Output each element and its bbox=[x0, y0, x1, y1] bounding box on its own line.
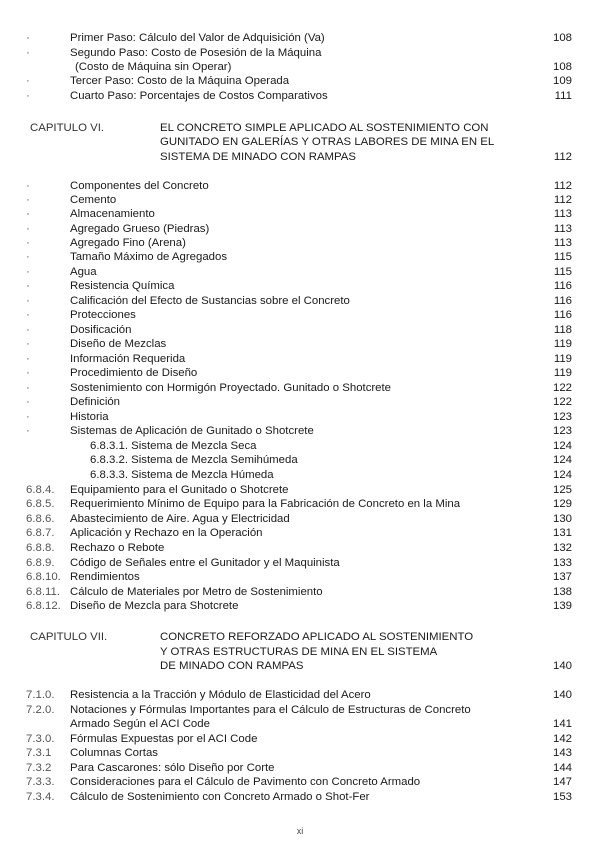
entry-title: Consideraciones para el Cálculo de Pavimento con Concreto Armado bbox=[70, 776, 421, 788]
entry-page: 108 bbox=[552, 32, 572, 44]
entry-title: Historia bbox=[70, 411, 109, 423]
entry-title: Tercer Paso: Costo de la Máquina Operada bbox=[70, 75, 290, 87]
entry-number: 7.3.4. bbox=[26, 791, 55, 803]
toc-entry bbox=[0, 60, 600, 74]
entry-title: Requerimiento Mínimo de Equipo para la Fabricación de Concreto en la Mina bbox=[70, 498, 461, 510]
toc-entry bbox=[0, 703, 600, 717]
entry-title: Agregado Fino (Arena) bbox=[70, 237, 186, 249]
toc-entry bbox=[0, 512, 600, 526]
entry-number: 6.8.9. bbox=[26, 557, 55, 569]
entry-title: Información Requerida bbox=[70, 353, 186, 365]
entry-title: 6.8.3.1. Sistema de Mezcla Seca bbox=[90, 440, 257, 452]
toc-subentry bbox=[0, 453, 600, 467]
chapter-heading bbox=[0, 630, 600, 644]
chapter-label: CAPITULO VI. bbox=[30, 122, 105, 134]
toc-entry bbox=[0, 717, 600, 731]
toc-entry bbox=[0, 688, 600, 702]
toc-entry bbox=[0, 308, 600, 322]
entry-page: 130 bbox=[552, 513, 572, 525]
entry-page: 142 bbox=[552, 733, 572, 745]
entry-number: 6.8.12. bbox=[26, 600, 61, 612]
entry-title: Agua bbox=[70, 266, 97, 278]
entry-number: · bbox=[26, 47, 30, 59]
entry-title: Diseño de Mezclas bbox=[70, 338, 167, 350]
entry-number: 6.8.4. bbox=[26, 484, 55, 496]
entry-number: · bbox=[26, 353, 30, 365]
entry-title: Definición bbox=[70, 396, 121, 408]
toc-entry bbox=[0, 46, 600, 60]
toc-entry bbox=[0, 599, 600, 613]
entry-page: 119 bbox=[553, 367, 572, 379]
entry-title: Diseño de Mezcla para Shotcrete bbox=[70, 600, 239, 612]
entry-title: Fórmulas Expuestas por el ACI Code bbox=[70, 733, 258, 745]
entry-page: 141 bbox=[552, 718, 572, 730]
toc-entry bbox=[0, 207, 600, 221]
toc-entry bbox=[0, 236, 600, 250]
toc-entry bbox=[0, 732, 600, 746]
chapter-title-line: CONCRETO REFORZADO APLICADO AL SOSTENIMIENTO bbox=[160, 631, 474, 643]
entry-title: Aplicación y Rechazo en la Operación bbox=[70, 527, 263, 539]
entry-number: · bbox=[26, 90, 30, 102]
toc-entry bbox=[0, 556, 600, 570]
entry-title: Código de Señales entre el Gunitador y el Maquinista bbox=[70, 557, 340, 569]
toc-entry bbox=[0, 222, 600, 236]
toc-entry bbox=[0, 294, 600, 308]
entry-title: Tamaño Máximo de Agregados bbox=[70, 251, 228, 263]
entry-page: 116 bbox=[553, 280, 572, 292]
chapter-heading bbox=[0, 659, 600, 673]
entry-number: 6.8.8. bbox=[26, 542, 55, 554]
entry-page: 124 bbox=[552, 440, 572, 452]
toc-entry bbox=[0, 761, 600, 775]
entry-number: · bbox=[26, 180, 30, 192]
chapter-title-line: GUNITADO EN GALERÍAS Y OTRAS LABORES DE MINA EN EL bbox=[160, 136, 495, 148]
entry-page: 125 bbox=[552, 484, 572, 496]
entry-number: 7.1.0. bbox=[26, 689, 55, 701]
entry-number: · bbox=[26, 411, 30, 423]
entry-title: 6.8.3.3. Sistema de Mezcla Húmeda bbox=[90, 469, 274, 481]
entry-title: Sostenimiento con Hormigón Proyectado. Gunitado o Shotcrete bbox=[70, 382, 392, 394]
toc-entry bbox=[0, 483, 600, 497]
toc-entry bbox=[0, 526, 600, 540]
toc-entry bbox=[0, 265, 600, 279]
toc-entry bbox=[0, 775, 600, 789]
entry-number: · bbox=[26, 280, 30, 292]
toc-entry bbox=[0, 31, 600, 45]
chapter-title-line: DE MINADO CON RAMPAS bbox=[160, 660, 304, 672]
entry-number: · bbox=[26, 251, 30, 263]
entry-page: 143 bbox=[552, 747, 572, 759]
toc-entry bbox=[0, 381, 600, 395]
toc-entry bbox=[0, 74, 600, 88]
chapter-heading bbox=[0, 135, 600, 149]
entry-page: 138 bbox=[552, 586, 572, 598]
entry-number: · bbox=[26, 208, 30, 220]
entry-title: Para Cascarones: sólo Diseño por Corte bbox=[70, 762, 275, 774]
entry-title: Equipamiento para el Gunitado o Shotcrete bbox=[70, 484, 289, 496]
entry-number: · bbox=[26, 237, 30, 249]
chapter-title-line: Y OTRAS ESTRUCTURAS DE MINA EN EL SISTEMA bbox=[160, 646, 438, 658]
entry-title: Notaciones y Fórmulas Importantes para el Cálculo de Estructuras de Concreto bbox=[70, 704, 471, 716]
entry-page: 108 bbox=[552, 61, 572, 73]
entry-number: 6.8.10. bbox=[26, 571, 61, 583]
toc-entry bbox=[0, 337, 600, 351]
entry-title: Agregado Grueso (Piedras) bbox=[70, 223, 210, 235]
entry-number: 7.3.0. bbox=[26, 733, 55, 745]
entry-number: 7.3.3. bbox=[26, 776, 55, 788]
entry-number: 6.8.11. bbox=[26, 586, 60, 598]
entry-title: Columnas Cortas bbox=[70, 747, 158, 759]
entry-number: · bbox=[26, 382, 30, 394]
entry-title: Dosificación bbox=[70, 324, 132, 336]
entry-page: 132 bbox=[552, 542, 572, 554]
entry-number: · bbox=[26, 396, 30, 408]
entry-title: Cuarto Paso: Porcentajes de Costos Comparativos bbox=[70, 90, 328, 102]
entry-number: 6.8.7. bbox=[26, 527, 55, 539]
entry-title: Procedimiento de Diseño bbox=[70, 367, 198, 379]
entry-title: Protecciones bbox=[70, 309, 136, 321]
entry-page: 115 bbox=[553, 266, 572, 278]
toc-entry bbox=[0, 746, 600, 760]
entry-page: 147 bbox=[552, 776, 572, 788]
entry-page: 116 bbox=[553, 295, 572, 307]
toc-entry bbox=[0, 193, 600, 207]
toc-entry bbox=[0, 424, 600, 438]
entry-number: · bbox=[26, 266, 30, 278]
entry-title: Primer Paso: Cálculo del Valor de Adquisición (Va) bbox=[70, 32, 325, 44]
entry-number: · bbox=[26, 32, 30, 44]
page-number-footer: xi bbox=[296, 826, 304, 836]
entry-title: (Costo de Máquina sin Operar) bbox=[75, 61, 232, 73]
toc-entry bbox=[0, 541, 600, 555]
entry-title: Componentes del Concreto bbox=[70, 180, 209, 192]
entry-page: 133 bbox=[552, 557, 572, 569]
entry-number: · bbox=[26, 425, 30, 437]
chapter-heading bbox=[0, 121, 600, 135]
entry-number: 6.8.5. bbox=[26, 498, 55, 510]
entry-page: 113 bbox=[553, 208, 572, 220]
entry-number: · bbox=[26, 295, 30, 307]
entry-number: · bbox=[26, 75, 30, 87]
entry-page: 109 bbox=[552, 75, 572, 87]
chapter-heading bbox=[0, 645, 600, 659]
entry-title: 6.8.3.2. Sistema de Mezcla Semihúmeda bbox=[90, 454, 298, 466]
entry-page: 144 bbox=[552, 762, 572, 774]
entry-page: 113 bbox=[553, 223, 572, 235]
entry-page: 131 bbox=[552, 527, 572, 539]
entry-page: 118 bbox=[553, 324, 572, 336]
toc-subentry bbox=[0, 468, 600, 482]
entry-title: Resistencia Química bbox=[70, 280, 175, 292]
entry-title: Armado Según el ACI Code bbox=[70, 718, 210, 730]
chapter-title-line: EL CONCRETO SIMPLE APLICADO AL SOSTENIMIENTO CON bbox=[160, 122, 489, 134]
toc-entry bbox=[0, 497, 600, 511]
entry-title: Rendimientos bbox=[70, 571, 140, 583]
chapter-page: 112 bbox=[553, 151, 572, 163]
entry-number: 6.8.6. bbox=[26, 513, 55, 525]
chapter-title-line: SISTEMA DE MINADO CON RAMPAS bbox=[160, 151, 356, 163]
entry-title: Abastecimiento de Aire. Agua y Electricidad bbox=[70, 513, 290, 525]
toc-entry bbox=[0, 89, 600, 103]
toc-entry bbox=[0, 279, 600, 293]
entry-page: 111 bbox=[554, 90, 572, 102]
entry-number: · bbox=[26, 367, 30, 379]
entry-title: Cálculo de Materiales por Metro de Sostenimiento bbox=[70, 586, 323, 598]
toc-entry bbox=[0, 410, 600, 424]
entry-page: 119 bbox=[553, 338, 572, 350]
entry-number: · bbox=[26, 324, 30, 336]
entry-page: 112 bbox=[553, 180, 572, 192]
entry-page: 119 bbox=[553, 353, 572, 365]
entry-title: Segundo Paso: Costo de Posesión de la Máquina bbox=[70, 47, 322, 59]
entry-title: Cálculo de Sostenimiento con Concreto Armado o Shot-Fer bbox=[70, 791, 370, 803]
entry-page: 153 bbox=[552, 791, 572, 803]
entry-page: 123 bbox=[552, 411, 572, 423]
entry-page: 113 bbox=[553, 237, 572, 249]
entry-number: · bbox=[26, 194, 30, 206]
chapter-heading bbox=[0, 150, 600, 164]
chapter-label: CAPITULO VII. bbox=[30, 631, 108, 643]
entry-page: 122 bbox=[552, 382, 572, 394]
toc-entry bbox=[0, 323, 600, 337]
entry-title: Cemento bbox=[70, 194, 117, 206]
entry-title: Calificación del Efecto de Sustancias sobre el Concreto bbox=[70, 295, 350, 307]
toc-entry bbox=[0, 366, 600, 380]
entry-page: 116 bbox=[553, 309, 572, 321]
chapter-page: 140 bbox=[552, 660, 572, 672]
entry-number: · bbox=[26, 338, 30, 350]
toc-subentry bbox=[0, 439, 600, 453]
toc-entry bbox=[0, 570, 600, 584]
entry-title: Rechazo o Rebote bbox=[70, 542, 165, 554]
entry-number: · bbox=[26, 309, 30, 321]
toc-entry bbox=[0, 790, 600, 804]
entry-page: 129 bbox=[552, 498, 572, 510]
entry-page: 115 bbox=[553, 251, 572, 263]
toc-entry bbox=[0, 352, 600, 366]
entry-number: 7.3.2 bbox=[26, 762, 52, 774]
entry-page: 112 bbox=[553, 194, 572, 206]
entry-number: 7.3.1 bbox=[26, 747, 52, 759]
toc-entry bbox=[0, 250, 600, 264]
entry-number: 7.2.0. bbox=[26, 704, 55, 716]
toc-entry bbox=[0, 395, 600, 409]
toc-entry bbox=[0, 585, 600, 599]
entry-page: 137 bbox=[552, 571, 572, 583]
entry-page: 122 bbox=[552, 396, 572, 408]
entry-number: · bbox=[26, 223, 30, 235]
toc-entry bbox=[0, 179, 600, 193]
entry-page: 124 bbox=[552, 454, 572, 466]
entry-page: 139 bbox=[552, 600, 572, 612]
entry-title: Almacenamiento bbox=[70, 208, 155, 220]
entry-title: Sistemas de Aplicación de Gunitado o Shotcrete bbox=[70, 425, 314, 437]
entry-title: Resistencia a la Tracción y Módulo de Elasticidad del Acero bbox=[70, 689, 371, 701]
entry-page: 140 bbox=[552, 689, 572, 701]
entry-page: 123 bbox=[552, 425, 572, 437]
entry-page: 124 bbox=[552, 469, 572, 481]
